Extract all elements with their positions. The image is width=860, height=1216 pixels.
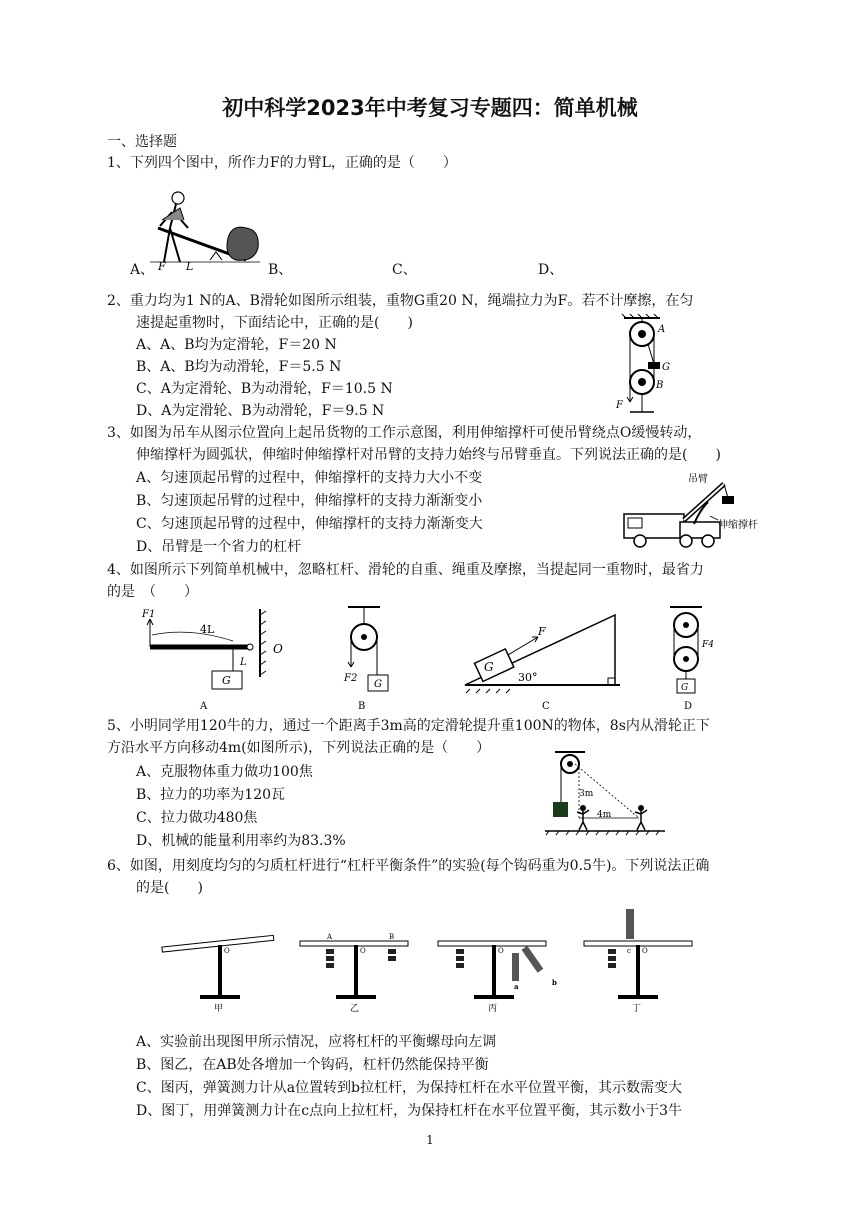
q2-stem-line1: 2、重力均为1 N的A、B滑轮如图所示组装，重物G重20 N，绳端拉力为F。若不计摩擦，在匀 — [107, 293, 694, 309]
q4-stem-line2: 的是 （ ） — [107, 584, 198, 600]
q2-option-a: A、A、B均为定滑轮，F＝20 N — [136, 337, 337, 353]
q3-crane-figure — [620, 464, 770, 550]
page-number: 1 — [426, 1133, 434, 1147]
q1-option-a: A、 — [130, 262, 155, 278]
q6-label-o4: O — [642, 947, 648, 955]
q6-label-o2: O — [360, 947, 366, 955]
q6-caption-bing: 丙 — [488, 1004, 498, 1014]
q3-label-rod: 伸缩撑杆 — [718, 520, 758, 531]
q6-option-b: B、图乙，在AB处各增加一个钩码，杠杆仍然能保持平衡 — [136, 1057, 489, 1073]
q4-label-gb: G — [374, 679, 382, 690]
q6-caption-ding: 丁 — [632, 1004, 642, 1014]
q6-label-pa: a — [514, 982, 519, 991]
q4-label-4l: 4L — [200, 623, 215, 636]
q3-label-arm: 吊臂 — [688, 474, 708, 485]
q6-option-d: D、图丁，用弹簧测力计在c点向上拉杠杆，为保持杠杆在水平位置平衡，其示数小于3牛 — [136, 1103, 682, 1119]
q2-label-b: B — [656, 380, 664, 391]
q4-label-f1: F1 — [142, 609, 156, 620]
q6-caption-jia: 甲 — [214, 1004, 224, 1014]
q1-fig-label-f: F — [158, 260, 166, 270]
q4-label-f: F — [538, 625, 546, 638]
q1-stem: 1、下列四个图中，所作力F的力臂L，正确的是（ ） — [107, 155, 457, 171]
q2-label-f: F — [616, 400, 623, 411]
q6-label-a: A — [327, 933, 333, 941]
q6-stem-line1: 6、如图，用刻度均匀的匀质杠杆进行“杠杆平衡条件”的实验(每个钩码重为0.5牛)。下列说法正确 — [107, 858, 710, 874]
q4-stem-line1: 4、如图所示下列简单机械中，忽略杠杆、滑轮的自重、绳重及摩擦，当提起同一重物时，最省力 — [107, 562, 704, 578]
q5-option-a: A、克服物体重力做功100焦 — [136, 764, 313, 780]
page-title: 初中科学2023年中考复习专题四：简单机械 — [222, 96, 638, 120]
q2-stem-line2: 速提起重物时，下面结论中，正确的是( ) — [136, 315, 413, 331]
q1-option-b: B、 — [268, 262, 293, 278]
q4-label-f4: F4 — [702, 640, 714, 650]
section-heading: 一、选择题 — [107, 134, 177, 150]
q6-label-o3: O — [498, 947, 504, 955]
q4-caption-d: D — [684, 701, 693, 710]
q4-label-f2: F2 — [344, 673, 358, 684]
q6-lever-figures — [160, 903, 700, 1015]
q5-stem-line2: 方沿水平方向移动4m(如图所示)，下列说法正确的是（ ） — [107, 740, 491, 756]
q6-caption-yi: 乙 — [350, 1004, 360, 1014]
q4-caption-a: A — [200, 701, 208, 710]
q4-label-l: L — [240, 657, 247, 668]
q3-stem-line2: 伸缩撑杆为圆弧状，伸缩时伸缩撑杆对吊臂的支持力始终与吊臂垂直。下列说法正确的是( ) — [136, 447, 721, 463]
q5-pulley-figure — [535, 750, 670, 840]
q4-label-gd: G — [681, 683, 689, 693]
q1-option-c: C、 — [392, 262, 417, 278]
q3-option-c: C、匀速顶起吊臂的过程中，伸缩撑杆的支持力渐渐变大 — [136, 516, 483, 532]
q5-option-b: B、拉力的功率为120瓦 — [136, 787, 286, 803]
q3-option-d: D、吊臂是一个省力的杠杆 — [136, 539, 302, 555]
q2-pulley-figure — [610, 312, 680, 417]
q1-figure-a — [150, 190, 265, 270]
q4-label-o: O — [273, 642, 283, 656]
q2-option-d: D、A为定滑轮、B为动滑轮，F＝9.5 N — [136, 403, 385, 419]
q4-caption-c: C — [542, 701, 550, 710]
q4-figures — [140, 605, 720, 710]
q5-label-d: 4m — [597, 810, 612, 820]
q1-option-d: D、 — [538, 262, 564, 278]
q6-label-c: c — [627, 947, 631, 955]
q1-fig-label-l: L — [186, 260, 194, 270]
q4-label-gc: G — [484, 660, 494, 674]
q4-label-ga: G — [222, 674, 231, 687]
q2-label-g: G — [662, 362, 670, 373]
q6-label-pb: b — [552, 978, 557, 987]
q6-label-o1: O — [224, 947, 230, 955]
q5-label-h: 3m — [579, 789, 594, 799]
q3-stem-line1: 3、如图为吊车从图示位置向上起吊货物的工作示意图，利用伸缩撑杆可使吊臂绕点O缓慢转动， — [107, 425, 702, 441]
q3-option-b: B、匀速顶起吊臂的过程中，伸缩撑杆的支持力渐渐变小 — [136, 493, 483, 509]
q2-option-b: B、A、B均为动滑轮，F＝5.5 N — [136, 359, 342, 375]
q5-stem-line1: 5、小明同学用120牛的力，通过一个距离手3m高的定滑轮提升重100N的物体，8s内从滑轮正下 — [107, 718, 710, 734]
q6-label-b: B — [389, 933, 395, 941]
q6-stem-line2: 的是( ) — [136, 880, 203, 896]
q3-option-a: A、匀速顶起吊臂的过程中，伸缩撑杆的支持力大小不变 — [136, 470, 483, 486]
q2-option-c: C、A为定滑轮、B为动滑轮，F＝10.5 N — [136, 381, 393, 397]
q6-option-a: A、实验前出现图甲所示情况，应将杠杆的平衡螺母向左调 — [136, 1034, 497, 1050]
q5-option-c: C、拉力做功480焦 — [136, 810, 258, 826]
q4-caption-b: B — [358, 701, 366, 710]
q5-option-d: D、机械的能量利用率约为83.3% — [136, 833, 346, 849]
q6-option-c: C、图丙，弹簧测力计从a位置转到b拉杠杆，为保持杠杆在水平位置平衡，其示数需变大 — [136, 1080, 683, 1096]
q2-label-a: A — [658, 324, 666, 335]
q4-label-angle: 30° — [518, 671, 538, 684]
